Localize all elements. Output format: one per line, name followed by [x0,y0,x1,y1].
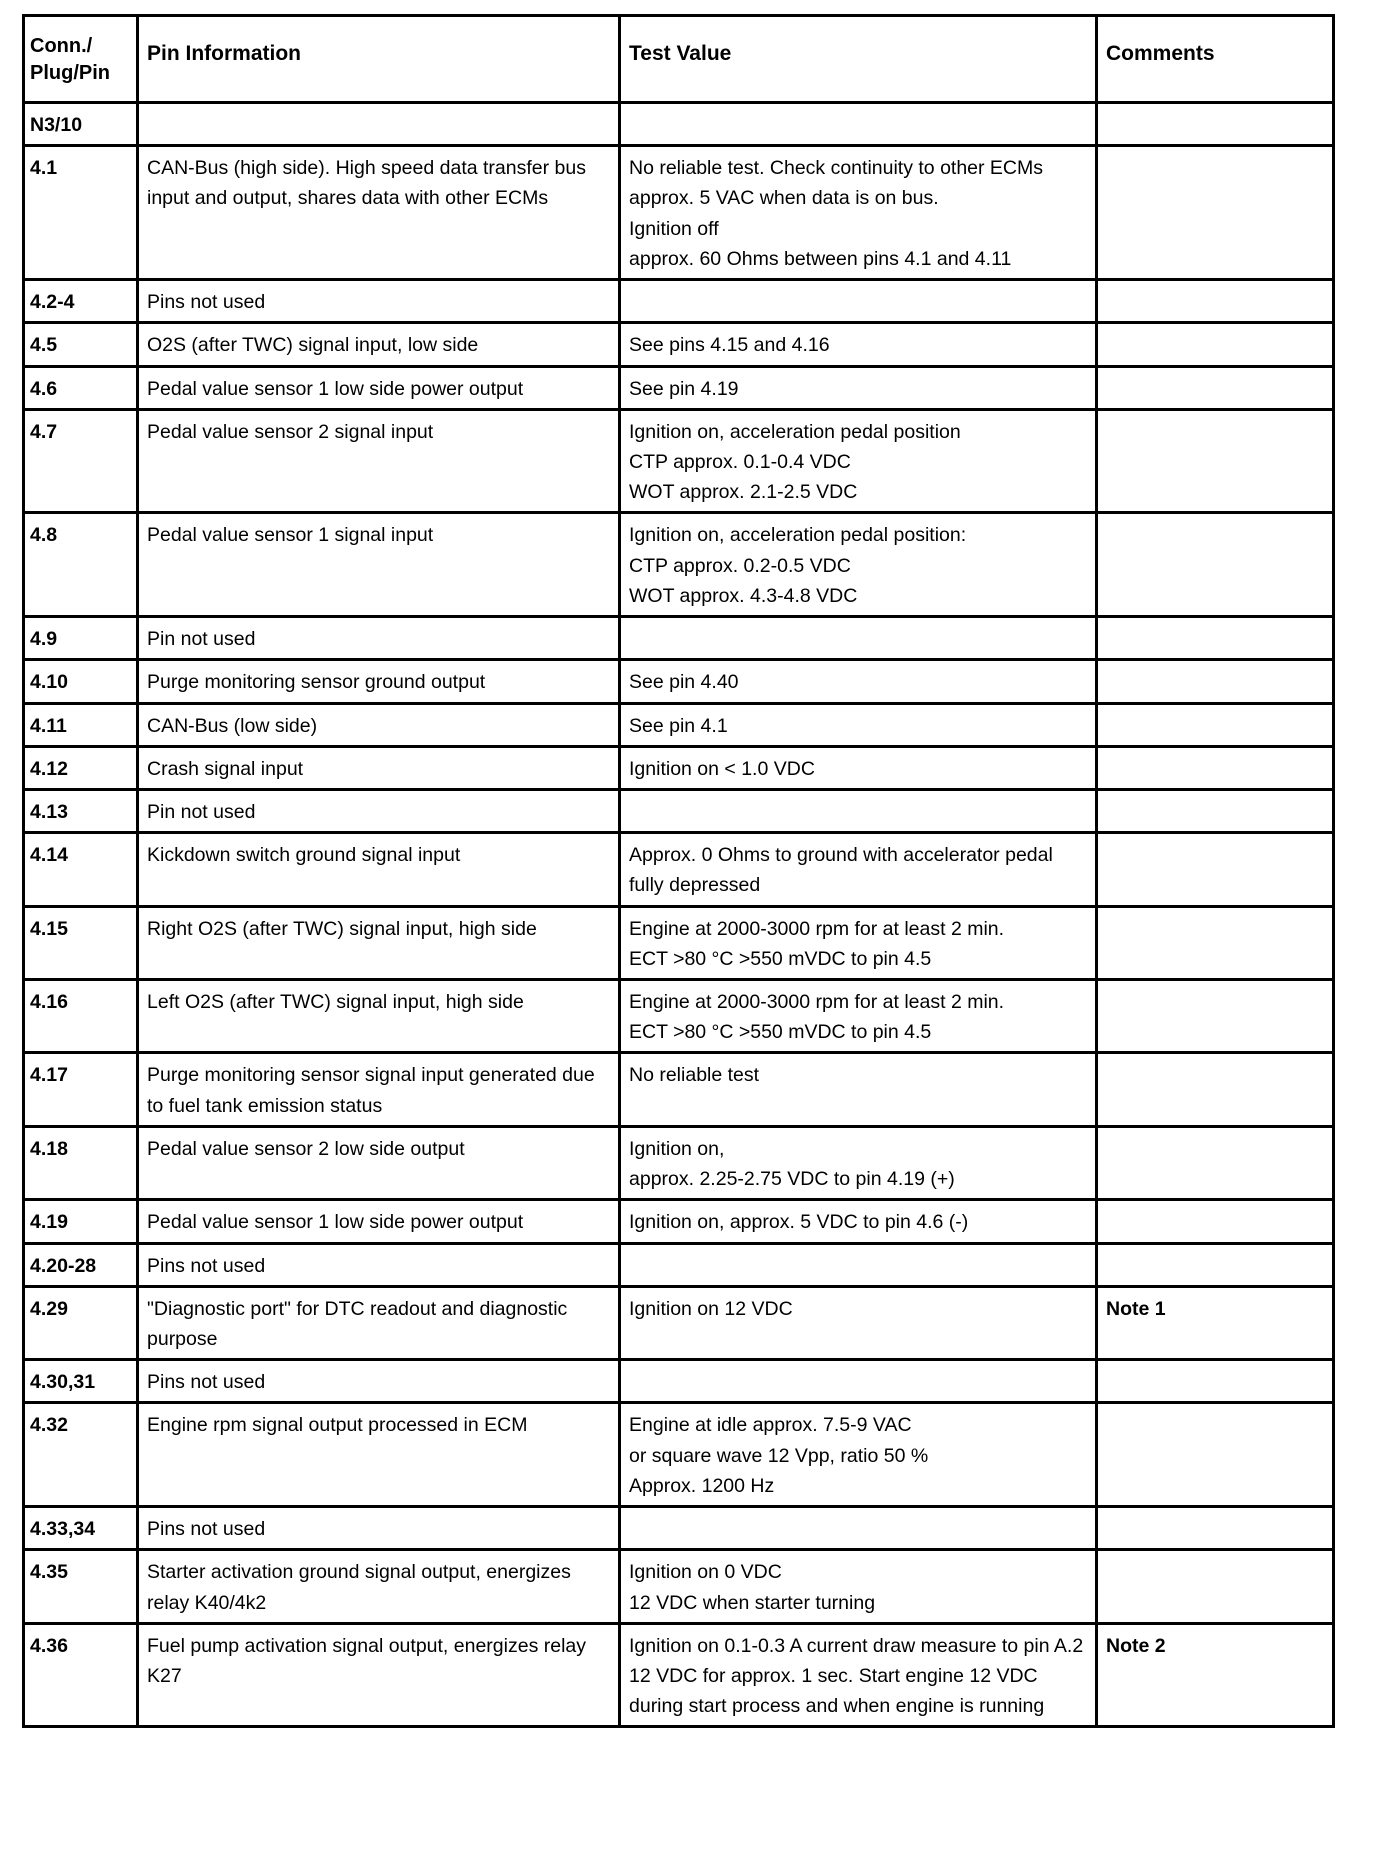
test-value-cell: Approx. 0 Ohms to ground with accelerator pedal fully depressed [620,833,1097,906]
pin-cell: 4.11 [24,703,138,746]
test-value-cell: Ignition on 12 VDC [620,1286,1097,1359]
pin-cell: 4.5 [24,323,138,366]
pin-cell: 4.32 [24,1403,138,1507]
pin-information-cell: Left O2S (after TWC) signal input, high side [138,980,620,1053]
table-row [24,660,1334,703]
test-value-cell: No reliable test. Check continuity to other ECMs approx. 5 VAC when data is on bus. Ignition off approx. 60 Ohms between pins 4.1 and 4.11 [620,146,1097,280]
test-value-cell: Ignition on, approx. 2.25-2.75 VDC to pin 4.19 (+) [620,1126,1097,1199]
table-row [24,280,1334,323]
comments-cell [1097,1053,1334,1126]
comments-cell [1097,323,1334,366]
test-value-cell [620,280,1097,323]
pin-information-cell: Starter activation ground signal output, energizes relay K40/4k2 [138,1550,620,1623]
pin-cell: 4.35 [24,1550,138,1623]
pin-cell: 4.8 [24,513,138,617]
comments-cell [1097,1243,1334,1286]
empty-cell [1097,103,1334,146]
pin-cell: 4.1 [24,146,138,280]
table-row [24,1126,1334,1199]
table-row [24,366,1334,409]
pin-cell: 4.19 [24,1200,138,1243]
group-row [24,103,1334,146]
pin-cell: 4.30,31 [24,1360,138,1403]
pin-cell: 4.20-28 [24,1243,138,1286]
pin-cell: 4.6 [24,366,138,409]
table-row [24,703,1334,746]
test-value-cell: Engine at idle approx. 7.5-9 VAC or square wave 12 Vpp, ratio 50 % Approx. 1200 Hz [620,1403,1097,1507]
test-value-cell: Engine at 2000-3000 rpm for at least 2 min. ECT >80 °C >550 mVDC to pin 4.5 [620,980,1097,1053]
header-pin: Conn./ Plug/Pin [24,16,138,103]
test-value-cell [620,1360,1097,1403]
test-value-cell: No reliable test [620,1053,1097,1126]
test-value-cell: Ignition on 0.1-0.3 A current draw measure to pin A.2 12 VDC for approx. 1 sec. Start engine 12 VDC during start process and when engine is running [620,1623,1097,1727]
pin-cell: 4.14 [24,833,138,906]
table-row [24,617,1334,660]
pin-information-cell: Pedal value sensor 2 low side output [138,1126,620,1199]
empty-cell [620,103,1097,146]
pin-cell: 4.2-4 [24,280,138,323]
pin-information-cell: Pin not used [138,617,620,660]
pin-cell: 4.10 [24,660,138,703]
table-row [24,1200,1334,1243]
table-row [24,513,1334,617]
test-value-cell: See pin 4.19 [620,366,1097,409]
header-row [24,16,1334,103]
header-comments: Comments [1097,16,1334,103]
header-test-value: Test Value [620,16,1097,103]
pin-information-cell: O2S (after TWC) signal input, low side [138,323,620,366]
test-value-cell: Engine at 2000-3000 rpm for at least 2 min. ECT >80 °C >550 mVDC to pin 4.5 [620,906,1097,979]
pin-cell: 4.29 [24,1286,138,1359]
table-row [24,409,1334,513]
pin-information-cell: Pins not used [138,1507,620,1550]
pin-cell: 4.33,34 [24,1507,138,1550]
pin-cell: 4.18 [24,1126,138,1199]
pin-information-cell: CAN-Bus (high side). High speed data transfer bus input and output, shares data with other ECMs [138,146,620,280]
pin-information-cell: Pedal value sensor 2 signal input [138,409,620,513]
pin-information-cell: Right O2S (after TWC) signal input, high side [138,906,620,979]
table-row [24,1286,1334,1359]
test-value-cell [620,1507,1097,1550]
comments-cell [1097,280,1334,323]
table-row [24,1053,1334,1126]
table-row [24,323,1334,366]
comments-cell [1097,513,1334,617]
comments-cell: Note 1 [1097,1286,1334,1359]
test-value-cell [620,617,1097,660]
pin-table [22,14,1335,1728]
pin-information-cell: Engine rpm signal output processed in ECM [138,1403,620,1507]
pin-information-cell: Pedal value sensor 1 low side power output [138,1200,620,1243]
test-value-cell: Ignition on, approx. 5 VDC to pin 4.6 (-) [620,1200,1097,1243]
pin-cell: 4.17 [24,1053,138,1126]
pin-information-cell: Kickdown switch ground signal input [138,833,620,906]
comments-cell [1097,1550,1334,1623]
comments-cell [1097,1403,1334,1507]
comments-cell: Note 2 [1097,1623,1334,1727]
comments-cell [1097,409,1334,513]
table-row [24,1360,1334,1403]
pin-cell: 4.7 [24,409,138,513]
table-row [24,1243,1334,1286]
pin-cell: 4.15 [24,906,138,979]
pin-information-cell: Crash signal input [138,746,620,789]
comments-cell [1097,789,1334,832]
table-row [24,1623,1334,1727]
group-label: N3/10 [24,103,138,146]
pin-information-cell: Fuel pump activation signal output, energizes relay K27 [138,1623,620,1727]
pin-information-cell: Pedal value sensor 1 low side power output [138,366,620,409]
test-value-cell [620,789,1097,832]
test-value-cell: Ignition on < 1.0 VDC [620,746,1097,789]
test-value-cell: See pin 4.1 [620,703,1097,746]
comments-cell [1097,1200,1334,1243]
comments-cell [1097,660,1334,703]
table-row [24,746,1334,789]
comments-cell [1097,1507,1334,1550]
comments-cell [1097,1360,1334,1403]
comments-cell [1097,980,1334,1053]
pin-information-cell: CAN-Bus (low side) [138,703,620,746]
comments-cell [1097,833,1334,906]
table-body [24,103,1334,1727]
comments-cell [1097,617,1334,660]
pin-cell: 4.13 [24,789,138,832]
comments-cell [1097,906,1334,979]
table-row [24,906,1334,979]
pin-information-cell: Pins not used [138,1243,620,1286]
table-row [24,1507,1334,1550]
comments-cell [1097,1126,1334,1199]
pin-information-cell: Pins not used [138,280,620,323]
empty-cell [138,103,620,146]
comments-cell [1097,366,1334,409]
table-row [24,146,1334,280]
table-row [24,1550,1334,1623]
test-value-cell: Ignition on 0 VDC 12 VDC when starter turning [620,1550,1097,1623]
pin-cell: 4.9 [24,617,138,660]
test-value-cell: Ignition on, acceleration pedal position: CTP approx. 0.2-0.5 VDC WOT approx. 4.3-4.8 VDC [620,513,1097,617]
pin-information-cell: Pins not used [138,1360,620,1403]
test-value-cell: See pins 4.15 and 4.16 [620,323,1097,366]
pin-cell: 4.12 [24,746,138,789]
table-row [24,789,1334,832]
test-value-cell: See pin 4.40 [620,660,1097,703]
pin-information-cell: Purge monitoring sensor ground output [138,660,620,703]
table-row [24,980,1334,1053]
test-value-cell: Ignition on, acceleration pedal position CTP approx. 0.1-0.4 VDC WOT approx. 2.1-2.5 VDC [620,409,1097,513]
header-pin-information: Pin Information [138,16,620,103]
pin-information-cell: Purge monitoring sensor signal input generated due to fuel tank emission status [138,1053,620,1126]
pin-information-cell: Pin not used [138,789,620,832]
pin-information-cell: "Diagnostic port" for DTC readout and diagnostic purpose [138,1286,620,1359]
pin-cell: 4.16 [24,980,138,1053]
table-row [24,833,1334,906]
pin-cell: 4.36 [24,1623,138,1727]
comments-cell [1097,146,1334,280]
pin-information-cell: Pedal value sensor 1 signal input [138,513,620,617]
table-row [24,1403,1334,1507]
comments-cell [1097,703,1334,746]
comments-cell [1097,746,1334,789]
test-value-cell [620,1243,1097,1286]
